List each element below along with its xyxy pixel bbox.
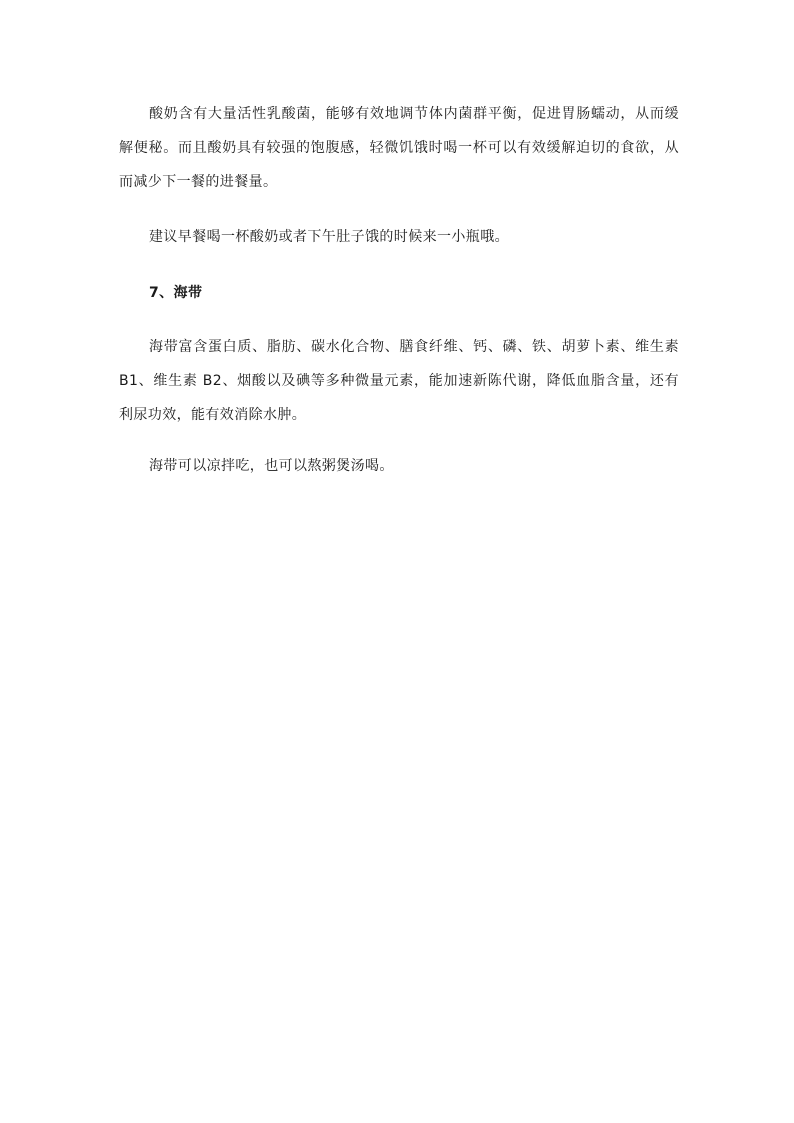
section-heading-kelp: 7、海带 (149, 285, 203, 301)
paragraph-kelp-suggestion: 海带可以凉拌吃，也可以熬粥煲汤喝。 (149, 458, 394, 474)
paragraph-yogurt-suggestion: 建议早餐喝一杯酸奶或者下午肚子饿的时候来一小瓶哦。 (149, 229, 509, 245)
paragraph-yogurt-benefits: 酸奶含有大量活性乳酸菌，能够有效地调节体内菌群平衡，促进胃肠蠕动，从而缓解便秘。而且酸奶具有较强的饱腹感，轻微饥饿时喝一杯可以有效缓解迫切的食欲，从而减少下一餐的进餐量。 (119, 106, 679, 190)
paragraph-kelp-benefits: 海带富含蛋白质、脂肪、碳水化合物、膳食纤维、钙、磷、铁、胡萝卜素、维生素 B1、维生素 B2、烟酸以及碘等多种微量元素，能加速新陈代谢，降低血脂含量，还有利尿功效，能有效消除水肿。 (119, 339, 679, 423)
